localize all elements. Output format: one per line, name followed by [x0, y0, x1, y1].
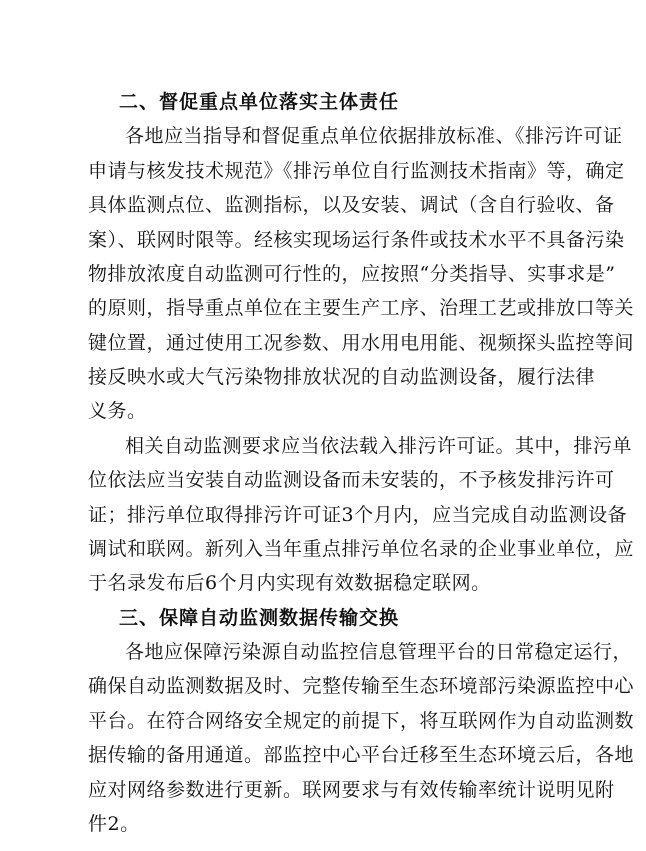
paragraph-line: 证；排污单位取得排污许可证3个月内，应当完成自动监测设备 — [88, 504, 628, 526]
paragraph-line: 的原则，指导重点单位在主要生产工序、治理工艺或排放口等关 — [88, 297, 635, 319]
section-heading-2: 二、督促重点单位落实主体责任 — [119, 91, 400, 113]
paragraph-line: 具体监测点位、监测指标，以及安装、调试（含自行验收、备 — [88, 194, 615, 216]
paragraph-line: 各地应当指导和督促重点单位依据排放标准、《排污许可证 — [125, 125, 623, 147]
paragraph-line: 相关自动监测要求应当依法载入排污许可证。其中，排污单 — [125, 435, 633, 457]
paragraph-line: 确保自动监测数据及时、完整传输至生态环境部污染源监控中心 — [88, 675, 635, 697]
paragraph-line: 于名录发布后6个月内实现有效数据稳定联网。 — [88, 572, 491, 594]
paragraph-line: 位依法应当安装自动监测设备而未安装的，不予核发排污许可 — [88, 469, 615, 491]
paragraph-line: 据传输的备用通道。部监控中心平台迁移至生态环境云后，各地 — [88, 744, 635, 766]
paragraph-line: 案）、联网时限等。经核实现场运行条件或技术水平不具备污染 — [88, 229, 625, 251]
paragraph-line: 接反映水或大气污染物排放状况的自动监测设备，履行法律 — [88, 366, 596, 388]
paragraph-line: 应对网络参数进行更新。联网要求与有效传输率统计说明见附 — [88, 779, 615, 801]
paragraph-line: 申请与核发技术规范》《排污单位自行监测技术指南》等，确定 — [88, 160, 625, 182]
paragraph-line: 键位置，通过使用工况参数、用水用电用能、视频探头监控等间 — [88, 332, 635, 354]
paragraph-line: 物排放浓度自动监测可行性的，应按照“分类指导、实事求是” — [88, 263, 616, 285]
paragraph-line: 义务。 — [88, 400, 147, 422]
paragraph-line: 各地应保障污染源自动监控信息管理平台的日常稳定运行， — [125, 641, 633, 663]
paragraph-line: 件2。 — [88, 813, 140, 835]
section-heading-3: 三、保障自动监测数据传输交换 — [119, 607, 400, 629]
paragraph-line: 调试和联网。新列入当年重点排污单位名录的企业事业单位，应 — [88, 538, 635, 560]
paragraph-line: 平台。在符合网络安全规定的前提下，将互联网作为自动监测数 — [88, 710, 635, 732]
